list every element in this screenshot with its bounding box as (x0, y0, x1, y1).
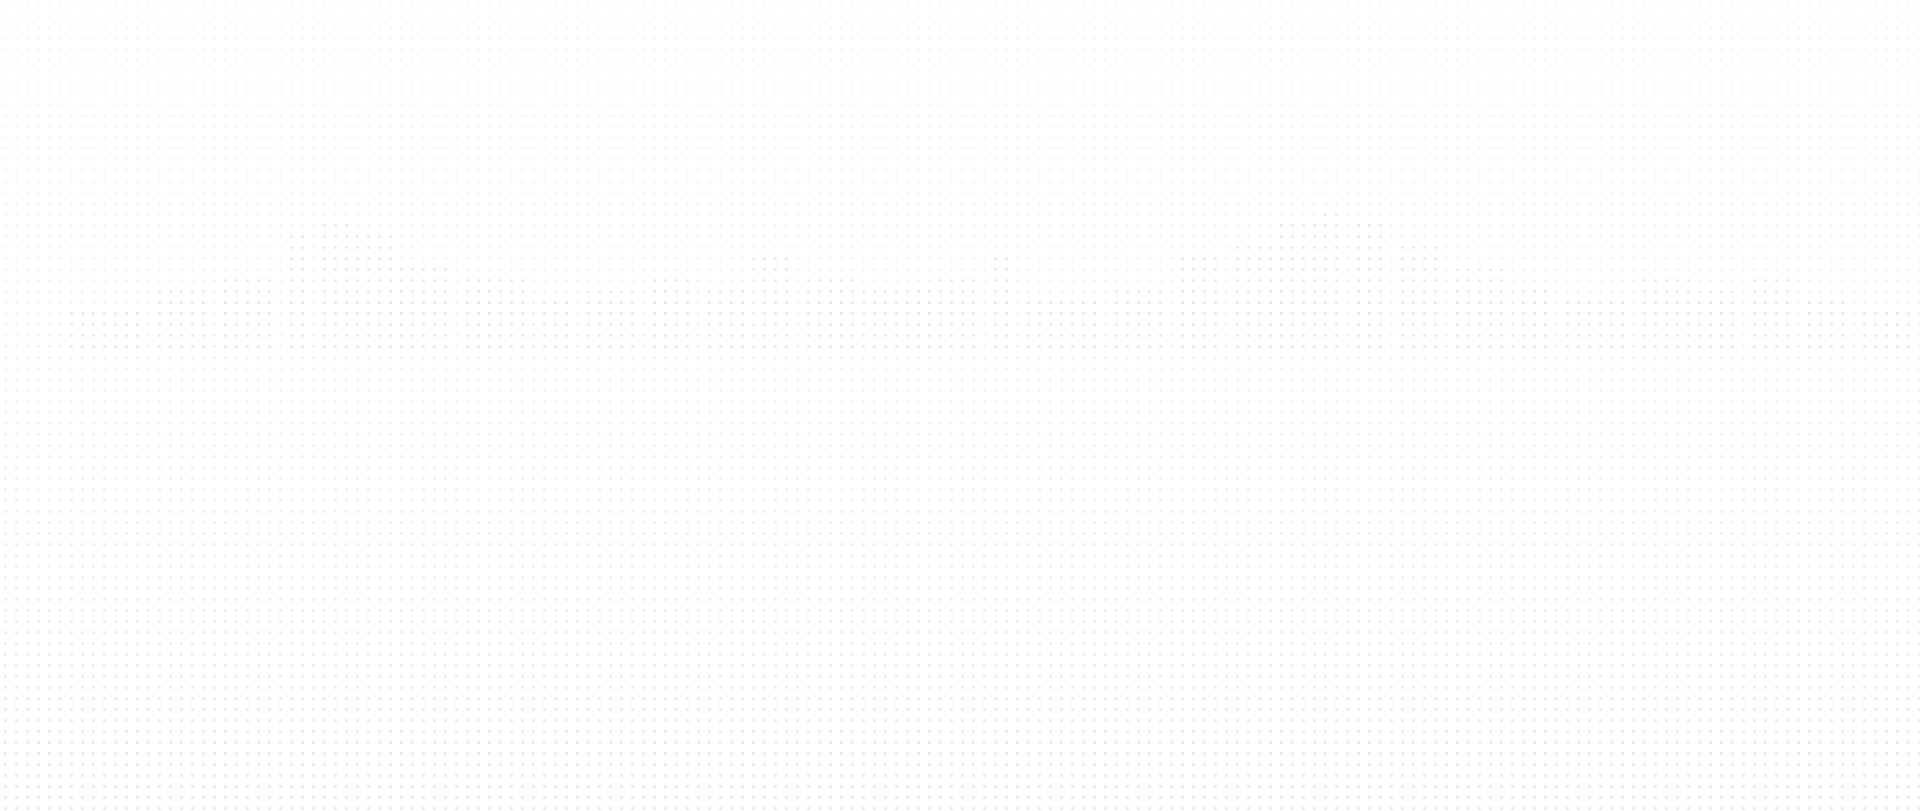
skyline-building (1353, 220, 1390, 350)
skyline-building (863, 288, 931, 350)
skyline-building (1561, 300, 1629, 350)
skyline-buildings (61, 178, 1915, 350)
skyline-building (1176, 257, 1225, 350)
skyline-building (1331, 178, 1334, 350)
skyline-building (1512, 288, 1555, 350)
skyline-building (1451, 269, 1506, 350)
skyline-building (398, 267, 453, 350)
skyline-building (753, 251, 796, 350)
skyline-building (1396, 245, 1445, 350)
skyline-building (1231, 242, 1274, 350)
skyline-building (997, 245, 1000, 350)
skyline-building (1280, 223, 1316, 350)
skyline-building (986, 251, 1016, 350)
skyline-building (220, 276, 276, 350)
skyline-building (353, 233, 392, 350)
skyline-building (649, 272, 698, 350)
skyline-building (153, 288, 214, 350)
skyline-building (1800, 294, 1849, 350)
skyline-building (704, 282, 747, 350)
skyline-building (1745, 279, 1794, 350)
skyline-building (1855, 306, 1915, 350)
skyline-building (937, 276, 980, 350)
skyline-building (1635, 272, 1690, 350)
skyline-building (1023, 294, 1102, 350)
skyline-building (582, 291, 643, 350)
skyline-building (61, 306, 147, 350)
skyline-building (802, 272, 857, 350)
skyline-building (316, 223, 349, 350)
skyline-building (459, 279, 527, 350)
skyline-building (533, 300, 576, 350)
skyline-building (282, 227, 312, 350)
skyline-building (1696, 291, 1739, 350)
skyline-building (1108, 284, 1169, 350)
